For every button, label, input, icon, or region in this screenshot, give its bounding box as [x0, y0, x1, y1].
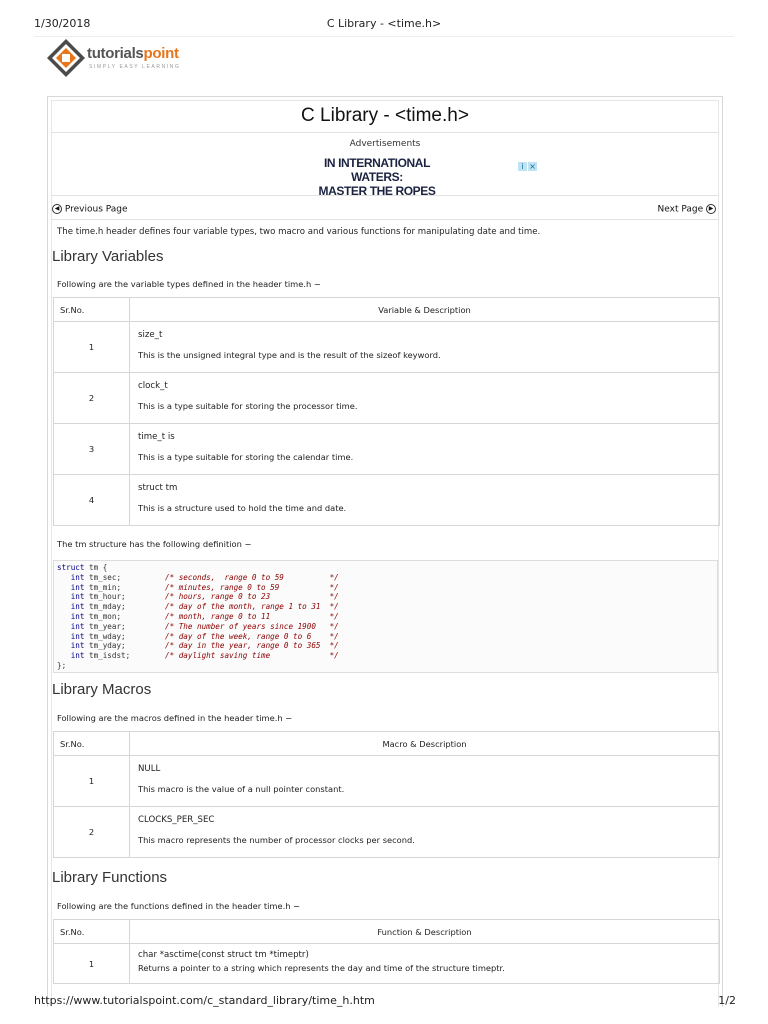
print-date: 1/30/2018 — [34, 17, 91, 30]
functions-table — [53, 919, 720, 984]
variable-name: time_t is — [138, 432, 175, 442]
code-line: int tm_hour; /* hours, range 0 to 23 */ — [70, 592, 339, 602]
code-line: int tm_yday; /* day in the year, range 0 to 365 */ — [70, 641, 339, 651]
print-page-number: 1/2 — [718, 994, 736, 1007]
row-number: 1 — [54, 944, 130, 984]
code-line: struct tm { — [57, 563, 108, 572]
macros-heading: Library Macros — [52, 681, 152, 698]
code-block — [53, 560, 718, 673]
close-icon[interactable]: × — [529, 162, 536, 171]
code-line: int tm_year; /* The number of years since 1900 */ — [70, 621, 339, 631]
function-description: Returns a pointer to a string which represents the day and time of the structure timeptr. — [138, 963, 505, 973]
column-header: Macro & Description — [130, 732, 720, 756]
column-header: Variable & Description — [130, 298, 720, 322]
content-frame — [47, 96, 723, 1007]
code-line: int tm_isdst; /* daylight saving time */ — [70, 651, 339, 661]
table-row — [54, 807, 720, 858]
ad-line-2: MASTER THE ROPES — [318, 184, 436, 198]
macro-name: NULL — [138, 764, 161, 774]
adchoices-icon[interactable]: i — [518, 162, 527, 171]
variables-heading: Library Variables — [52, 248, 164, 265]
table-header-row — [54, 920, 720, 944]
function-signature[interactable]: char *asctime(const struct tm *timeptr) — [138, 950, 309, 960]
nav-divider — [52, 219, 718, 220]
previous-page-label: Previous Page — [64, 204, 128, 215]
table-row — [54, 944, 720, 984]
code-line: int tm_wday; /* day of the week, range 0 to 6 */ — [70, 631, 339, 641]
column-header: Function & Description — [130, 920, 720, 944]
row-number: 1 — [54, 322, 130, 373]
macro-description: This macro is the value of a null pointer constant. — [138, 784, 345, 794]
variable-description: This is a structure used to hold the time and date. — [138, 503, 347, 513]
variable-name: clock_t — [138, 381, 168, 391]
row-content — [130, 944, 720, 984]
row-content — [130, 424, 720, 475]
code-line: int tm_min; /* minutes, range 0 to 59 */ — [70, 582, 339, 592]
row-content — [130, 475, 720, 526]
table-row — [54, 475, 720, 526]
code-line: int tm_mday; /* day of the month, range 1 to 31 */ — [70, 602, 339, 612]
ad-banner[interactable] — [312, 156, 442, 198]
macros-subtitle: Following are the macros defined in the header time.h − — [57, 713, 293, 723]
row-content — [130, 756, 720, 807]
column-header: Sr.No. — [54, 920, 130, 944]
variables-table — [53, 297, 720, 526]
print-doc-title: C Library - <time.h> — [326, 17, 442, 30]
row-number: 3 — [54, 424, 130, 475]
column-header: Sr.No. — [54, 298, 130, 322]
arrow-left-icon: ◀ — [52, 204, 62, 214]
row-content — [130, 322, 720, 373]
variable-description: This is the unsigned integral type and is the result of the sizeof keyword. — [138, 350, 441, 360]
intro-text: The time.h header defines four variable types, two macro and various functions for manipulating date and time. — [57, 227, 541, 237]
variables-subtitle: Following are the variable types defined in the header time.h − — [57, 279, 321, 289]
page-title: C Library - <time.h> — [301, 105, 469, 126]
functions-subtitle: Following are the functions defined in the header time.h − — [57, 901, 301, 911]
table-header-row — [54, 298, 720, 322]
next-page-link[interactable] — [658, 204, 717, 215]
row-number: 4 — [54, 475, 130, 526]
row-content — [130, 807, 720, 858]
code-line: int tm_mon; /* month, range 0 to 11 */ — [70, 611, 339, 621]
functions-heading: Library Functions — [52, 869, 168, 886]
column-header: Sr.No. — [54, 732, 130, 756]
table-row — [54, 424, 720, 475]
row-number: 1 — [54, 756, 130, 807]
title-divider — [52, 132, 718, 133]
code-line: }; — [57, 660, 67, 670]
ads-divider — [52, 195, 718, 196]
macro-name: CLOCKS_PER_SEC — [138, 815, 215, 825]
print-url: https://www.tutorialspoint.com/c_standard_library/time_h.htm — [34, 994, 375, 1007]
variable-name: size_t — [138, 330, 163, 340]
previous-page-link[interactable] — [52, 204, 128, 215]
code-line: int tm_sec; /* seconds, range 0 to 59 */ — [70, 572, 339, 582]
logo-tagline: SIMPLY EASY LEARNING — [89, 64, 181, 70]
row-number: 2 — [54, 807, 130, 858]
row-number: 2 — [54, 373, 130, 424]
table-row — [54, 322, 720, 373]
variable-name: struct tm — [138, 483, 178, 493]
variable-description: This is a type suitable for storing the calendar time. — [138, 452, 354, 462]
ad-controls[interactable] — [518, 154, 538, 171]
content-inner — [51, 100, 719, 1007]
arrow-right-icon: ▶ — [706, 204, 716, 214]
next-page-label: Next Page — [657, 204, 704, 215]
logo-wordmark: tutorialspoint — [87, 45, 179, 62]
row-content — [130, 373, 720, 424]
ads-label: Advertisements — [349, 139, 421, 149]
logo-icon — [45, 37, 87, 79]
tutorialspoint-logo[interactable] — [45, 37, 205, 79]
table-header-row — [54, 732, 720, 756]
table-row — [54, 756, 720, 807]
macros-table — [53, 731, 720, 858]
variable-description: This is a type suitable for storing the processor time. — [138, 401, 358, 411]
struct-intro: The tm structure has the following definition − — [57, 539, 252, 549]
table-row — [54, 373, 720, 424]
ad-line-1: IN INTERNATIONAL WATERS: — [323, 156, 431, 184]
macro-description: This macro represents the number of processor clocks per second. — [138, 835, 415, 845]
